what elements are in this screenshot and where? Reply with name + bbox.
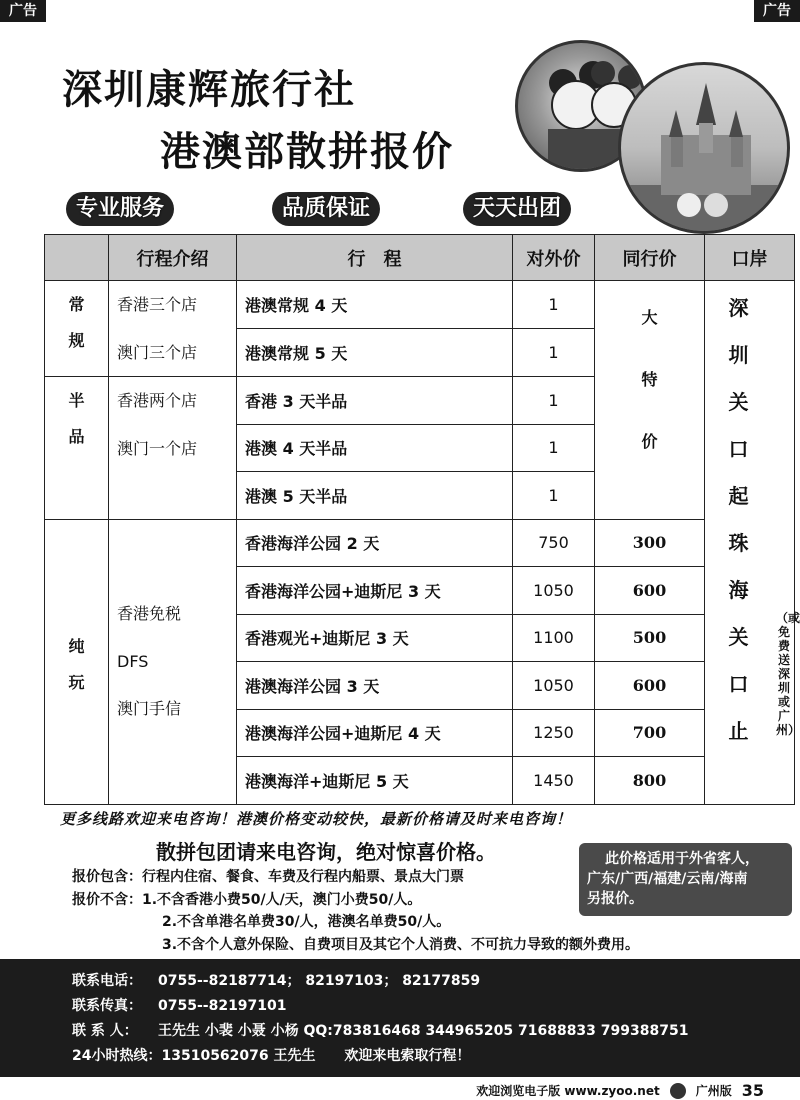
page-subtitle: 港澳部散拼报价 bbox=[160, 129, 454, 175]
fax-number: 0755--82197101 bbox=[158, 998, 287, 1014]
header-public-price: 对外价 bbox=[513, 235, 595, 281]
page-footer bbox=[476, 1081, 764, 1100]
route-name: 港澳海洋公园 3 天 bbox=[237, 662, 513, 710]
category-regular: 常 规 bbox=[45, 281, 109, 377]
public-price: 1 bbox=[513, 472, 595, 520]
exclude-item: 1.不含香港小费50/人/天，澳门小费50/人。 bbox=[142, 892, 422, 908]
route-name: 香港海洋公园+迪斯尼 3 天 bbox=[237, 567, 513, 615]
public-price: 1 bbox=[513, 281, 595, 329]
contact-fax-row bbox=[72, 994, 800, 1019]
intro-regular: 香港三个店 澳门三个店 bbox=[109, 281, 237, 377]
welcome-text: 欢迎来电索取行程！ bbox=[344, 1048, 471, 1064]
table-row bbox=[45, 281, 795, 329]
public-price: 1050 bbox=[513, 662, 595, 710]
footer-edition: 广州版 bbox=[695, 1084, 732, 1098]
route-name: 港澳 4 天半品 bbox=[237, 424, 513, 472]
route-name: 香港 3 天半品 bbox=[237, 377, 513, 425]
trade-price: 600 bbox=[595, 567, 705, 615]
contact-hotline-row bbox=[72, 1044, 800, 1069]
public-price: 1450 bbox=[513, 757, 595, 805]
category-semi: 半 品 bbox=[45, 377, 109, 520]
disney-castle-photo bbox=[618, 62, 790, 234]
logo-seal-icon bbox=[670, 1083, 686, 1099]
trade-price: 800 bbox=[595, 757, 705, 805]
public-price: 1100 bbox=[513, 614, 595, 662]
public-price: 1250 bbox=[513, 709, 595, 757]
header-port: 口岸 bbox=[705, 235, 795, 281]
contact-persons: 王先生 小裴 小聂 小杨 QQ:783816468 344965205 71688833 799388751 bbox=[158, 1023, 689, 1039]
price-excludes-3 bbox=[72, 934, 639, 954]
port-info: 深 圳 关 口 起 珠 海 关 口 止 （或免费送深圳或广州） bbox=[705, 281, 795, 805]
excludes-label: 报价不含： bbox=[72, 892, 142, 908]
route-name: 港澳海洋公园+迪斯尼 4 天 bbox=[237, 709, 513, 757]
exclude-item: 2.不含单港名单费30/人，港澳名单费50/人。 bbox=[162, 914, 451, 930]
trade-price: 600 bbox=[595, 662, 705, 710]
fax-label: 联系传真： bbox=[72, 998, 142, 1014]
category-pure: 纯 玩 bbox=[45, 519, 109, 804]
trade-price: 300 bbox=[595, 519, 705, 567]
tagline-professional: 专业服务 bbox=[66, 192, 174, 226]
route-name: 港澳常规 4 天 bbox=[237, 281, 513, 329]
contact-phone-row bbox=[72, 969, 800, 994]
footer-site-text: 欢迎浏览电子版 www.zyoo.net bbox=[476, 1084, 660, 1098]
route-name: 香港观光+迪斯尼 3 天 bbox=[237, 614, 513, 662]
public-price: 1 bbox=[513, 329, 595, 377]
exclude-item: 3.不含个人意外保险、自费项目及其它个人消费、不可抗力导致的额外费用。 bbox=[162, 937, 640, 953]
public-price: 1050 bbox=[513, 567, 595, 615]
hotline-number: 13510562076 王先生 bbox=[161, 1048, 316, 1064]
trade-price: 500 bbox=[595, 614, 705, 662]
header-trade-price: 同行价 bbox=[595, 235, 705, 281]
route-name: 香港海洋公园 2 天 bbox=[237, 519, 513, 567]
header-route: 行 程 bbox=[237, 235, 513, 281]
intro-semi: 香港两个店 澳门一个店 bbox=[109, 377, 237, 520]
ad-tag-left: 广告 bbox=[0, 0, 46, 22]
notice-text: 更多线路欢迎来电咨询！港澳价格变动较快，最新价格请及时来电咨询！ bbox=[60, 810, 573, 828]
route-name: 港澳 5 天半品 bbox=[237, 472, 513, 520]
tagline-quality: 品质保证 bbox=[272, 192, 380, 226]
price-excludes-2 bbox=[72, 911, 450, 931]
route-name: 港澳海洋+迪斯尼 5 天 bbox=[237, 757, 513, 805]
special-price-label: 大 特 价 bbox=[595, 281, 705, 520]
header-intro: 行程介绍 bbox=[109, 235, 237, 281]
ad-tag-right: 广告 bbox=[754, 0, 800, 22]
contact-panel bbox=[0, 959, 800, 1077]
person-label: 联 系 人： bbox=[72, 1023, 138, 1039]
hotline-label: 24小时热线： bbox=[72, 1048, 162, 1064]
contact-person-row bbox=[72, 1019, 800, 1044]
route-name: 港澳常规 5 天 bbox=[237, 329, 513, 377]
province-note-line: 另报价。 bbox=[587, 891, 643, 907]
phone-numbers: 0755--82187714； 82197103； 82177859 bbox=[158, 973, 481, 989]
price-table bbox=[44, 234, 800, 805]
page-number: 35 bbox=[741, 1081, 764, 1100]
tagline-daily-tours: 天天出团 bbox=[463, 192, 571, 226]
company-name: 深圳康辉旅行社 bbox=[62, 67, 356, 113]
province-note-line: 广东/广西/福建/云南/海南 bbox=[587, 871, 748, 887]
province-note-line: 此价格适用于外省客人， bbox=[605, 851, 759, 867]
price-includes bbox=[72, 866, 464, 886]
includes-label: 报价包含： bbox=[72, 869, 142, 885]
phone-label: 联系电话： bbox=[72, 973, 142, 989]
header-blank bbox=[45, 235, 109, 281]
group-tour-text: 散拼包团请来电咨询，绝对惊喜价格。 bbox=[156, 840, 496, 864]
price-excludes bbox=[72, 889, 421, 909]
trade-price: 700 bbox=[595, 709, 705, 757]
table-row bbox=[45, 519, 795, 567]
province-price-note bbox=[579, 843, 792, 916]
port-note: （或免费送深圳或广州） bbox=[776, 611, 800, 737]
public-price: 1 bbox=[513, 377, 595, 425]
intro-pure: 香港免税 DFS 澳门手信 bbox=[109, 519, 237, 804]
public-price: 750 bbox=[513, 519, 595, 567]
includes-text: 行程内住宿、餐食、车费及行程内船票、景点大门票 bbox=[142, 869, 464, 885]
table-header-row bbox=[45, 235, 795, 281]
public-price: 1 bbox=[513, 424, 595, 472]
